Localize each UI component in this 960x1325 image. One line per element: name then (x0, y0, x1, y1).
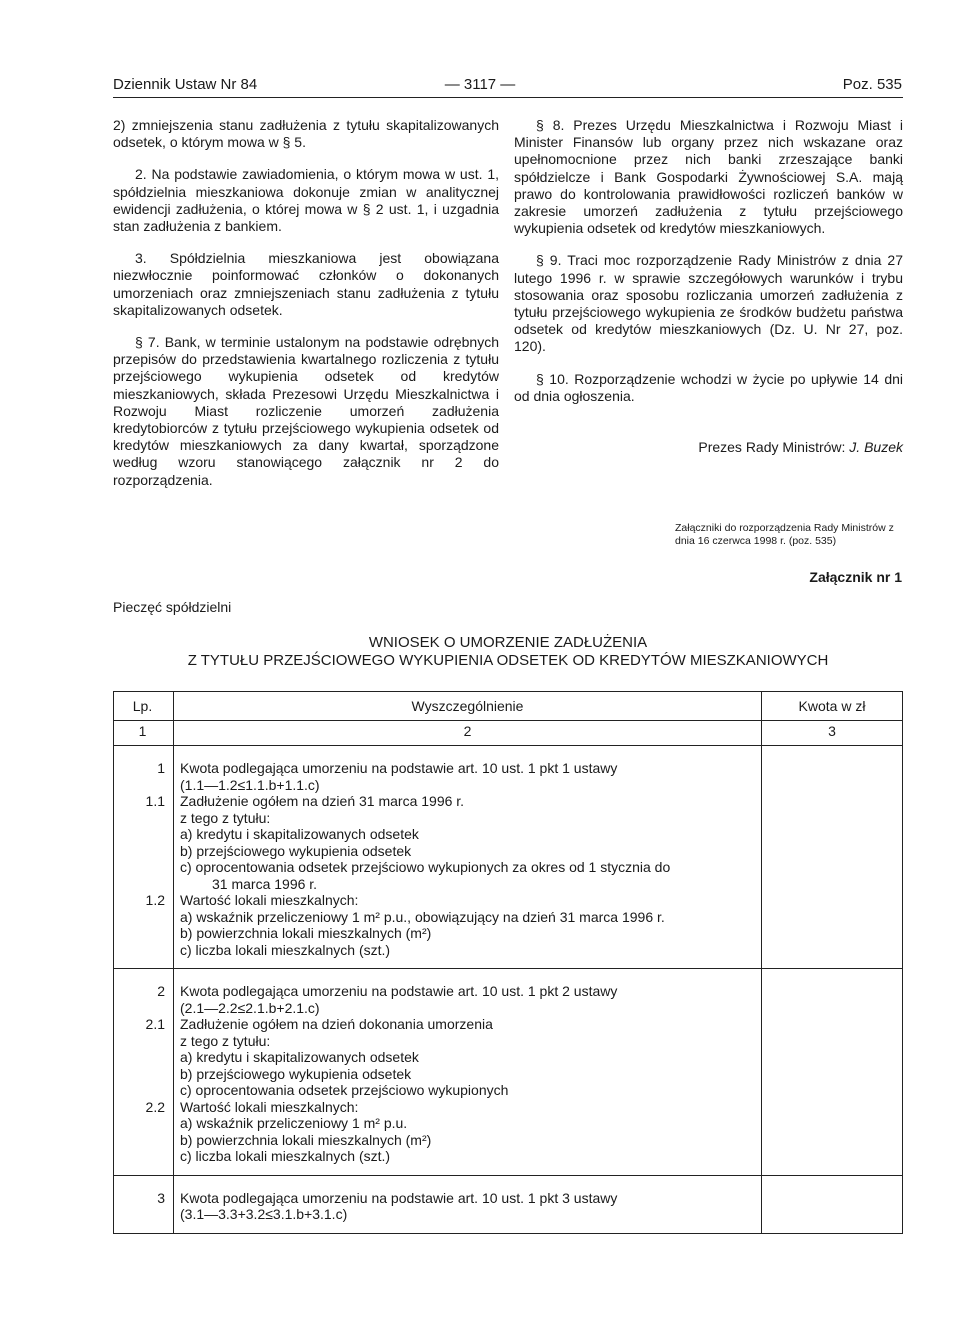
lp-cell (114, 1175, 174, 1233)
amount-cell (762, 746, 903, 969)
row-text: (3.1—3.3+3.2≤3.1.b+3.1.c) (180, 1206, 348, 1222)
row-text: a) kredytu i skapitalizowanych odsetek (180, 826, 419, 842)
row-text: Wartość lokali mieszkalnych: (180, 892, 359, 908)
row-text: (1.1—1.2≤1.1.b+1.1.c) (180, 776, 320, 793)
lp: 1.2 (145, 892, 165, 908)
header-rule (113, 97, 903, 98)
colnum-3: 3 (762, 721, 903, 746)
header-amount: Kwota w zł (762, 692, 903, 721)
row-text: Zadłużenie ogółem na dzień 31 marca 1996 r. (180, 793, 465, 809)
paragraph: § 9. Traci moc rozporządzenie Rady Ministrów z dnia 27 lutego 1996 r. w sprawie szczegółowych warunków i trybu stosowania oraz sposobu rozliczania umorzeń zadłużenia z tytułu przejściowego wykupienia ze środków budżetu państwa odsetek od kredytów mieszkaniowych (Dz. U. Nr 27, poz. 120). (514, 252, 903, 355)
table-header-row (114, 692, 903, 721)
paragraph: 2. Na podstawie zawiadomienia, o którym mowa w ust. 1, spółdzielnia mieszkaniowa dokonuje zmian w analitycznej ewidencji zadłużenia, o której mowa w § 2 ust. 1, i uzgadnia stan zadłużenia z bankiem. (113, 166, 499, 235)
row-text: z tego z tytułu: (180, 809, 271, 826)
journal-name: Dziennik Ustaw Nr 84 (113, 76, 258, 93)
page-number: — 3117 — (444, 76, 516, 93)
table-row (114, 1175, 903, 1233)
table-row (114, 969, 903, 1176)
paragraph: 3. Spółdzielnia mieszkaniowa jest obowiązana niezwłocznie poinformować członków o dokonanych umorzeniach oraz zmniejszeniach stanu zadłużenia z tytułu skapitalizowanych odsetek. (113, 250, 499, 318)
attachments-note: Załączniki do rozporządzenia Rady Ministrów z dnia 16 czerwca 1998 r. (poz. 535) (675, 522, 894, 547)
colnum-1: 1 (114, 721, 174, 746)
table-row (114, 746, 903, 969)
row-text: 31 marca 1996 r. (212, 875, 318, 892)
form-title-line1: WNIOSEK O UMORZENIE ZADŁUŻENIA (368, 634, 648, 651)
header-description: Wyszczególnienie (174, 692, 762, 721)
lp: 3 (157, 1189, 165, 1206)
left-column (113, 117, 499, 504)
description-cell (174, 1175, 762, 1233)
form-title-line2: Z TYTUŁU PRZEJŚCIOWEGO WYKUPIENIA ODSETEK OD KREDYTÓW MIESZKANIOWYCH (187, 652, 829, 669)
lp: 2.2 (145, 1098, 165, 1115)
row-text: z tego z tytułu: (180, 1032, 271, 1049)
application-table (113, 691, 903, 1234)
row-text: c) liczba lokali mieszkalnych (szt.) (180, 1148, 391, 1164)
lp-cell (114, 969, 174, 1176)
row-text: Kwota podlegająca umorzeniu na podstawie art. 10 ust. 1 pkt 3 ustawy (180, 1189, 618, 1206)
signature (514, 439, 903, 456)
row-text: b) powierzchnia lokali mieszkalnych (m²) (180, 925, 432, 941)
row-text: a) wskaźnik przeliczeniowy 1 m² p.u. (180, 1115, 408, 1131)
row-text: Wartość lokali mieszkalnych: (180, 1098, 359, 1115)
lp: 1 (157, 760, 165, 776)
row-text: (2.1—2.2≤2.1.b+2.1.c) (180, 999, 320, 1016)
row-text: c) oprocentowania odsetek przejściowo wykupionych (180, 1082, 509, 1098)
header-lp: Lp. (114, 692, 174, 721)
paragraph: 2) zmniejszenia stanu zadłużenia z tytułu skapitalizowanych odsetek, o którym mowa w § 5. (113, 117, 499, 151)
lp: 1.1 (145, 793, 165, 809)
lp: 2 (157, 983, 165, 999)
right-column (514, 117, 903, 471)
amount-cell (762, 969, 903, 1176)
lp: 2.1 (145, 1016, 165, 1032)
description-cell (174, 969, 762, 1176)
paragraph: § 7. Bank, w terminie ustalonym na podstawie odrębnych przepisów do przedstawienia kwartalnego rozliczenia z tytułu przejściowego wykupienia odsetek od kredytów mieszkaniowych, składa Prezesowi Urzędu Mieszkalnictwa i Rozwoju Miast rozliczenie umorzeń zadłużenia kredytobiorców z tytułu przejściowego wykupienia odsetek od kredytów mieszkaniowych za dany kwartał, sporządzone według wzoru stanowiącego załącznik nr 2 do rozporządzenia. (113, 334, 499, 488)
colnum-2: 2 (174, 721, 762, 746)
description-cell (174, 746, 762, 969)
position-number: Poz. 535 (842, 76, 902, 93)
paragraph: § 8. Prezes Urzędu Mieszkalnictwa i Rozwoju Miast i Minister Finansów lub organy przez nich wskazane oraz upełnomocnione przez nich banki zrzeszające banki spółdzielcze i Bank Gospodarki Żywnościowej S.A. mają prawo do kontrolowania prawidłowości rozliczeń banków w zakresie umorzeń zadłużenia z tytułu przejściowego wykupienia odsetek od kredytów mieszkaniowych. (514, 117, 903, 237)
row-text: b) przejściowego wykupienia odsetek (180, 1065, 412, 1082)
attachment-label: Załącznik nr 1 (809, 569, 902, 585)
signature-prefix: Prezes Rady Ministrów: (698, 439, 850, 456)
row-text: Kwota podlegająca umorzeniu na podstawie art. 10 ust. 1 pkt 2 ustawy (180, 983, 618, 999)
lp-cell (114, 746, 174, 969)
stamp-label: Pieczęć spółdzielni (113, 599, 232, 615)
row-text: b) powierzchnia lokali mieszkalnych (m²) (180, 1131, 432, 1148)
row-text: c) liczba lokali mieszkalnych (szt.) (180, 941, 391, 958)
row-text: Kwota podlegająca umorzeniu na podstawie art. 10 ust. 1 pkt 1 ustawy (180, 760, 618, 776)
row-text: a) wskaźnik przeliczeniowy 1 m² p.u., obowiązujący na dzień 31 marca 1996 r. (180, 908, 665, 925)
amount-cell (762, 1175, 903, 1233)
signature-name: J. Buzek (849, 439, 903, 456)
column-number-row (114, 721, 903, 746)
row-text: c) oprocentowania odsetek przejściowo wykupionych za okres od 1 stycznia do (180, 859, 671, 875)
row-text: a) kredytu i skapitalizowanych odsetek (180, 1049, 419, 1065)
paragraph: § 10. Rozporządzenie wchodzi w życie po upływie 14 dni od dnia ogłoszenia. (514, 370, 903, 404)
row-text: b) przejściowego wykupienia odsetek (180, 842, 412, 859)
row-text: Zadłużenie ogółem na dzień dokonania umorzenia (180, 1016, 493, 1032)
